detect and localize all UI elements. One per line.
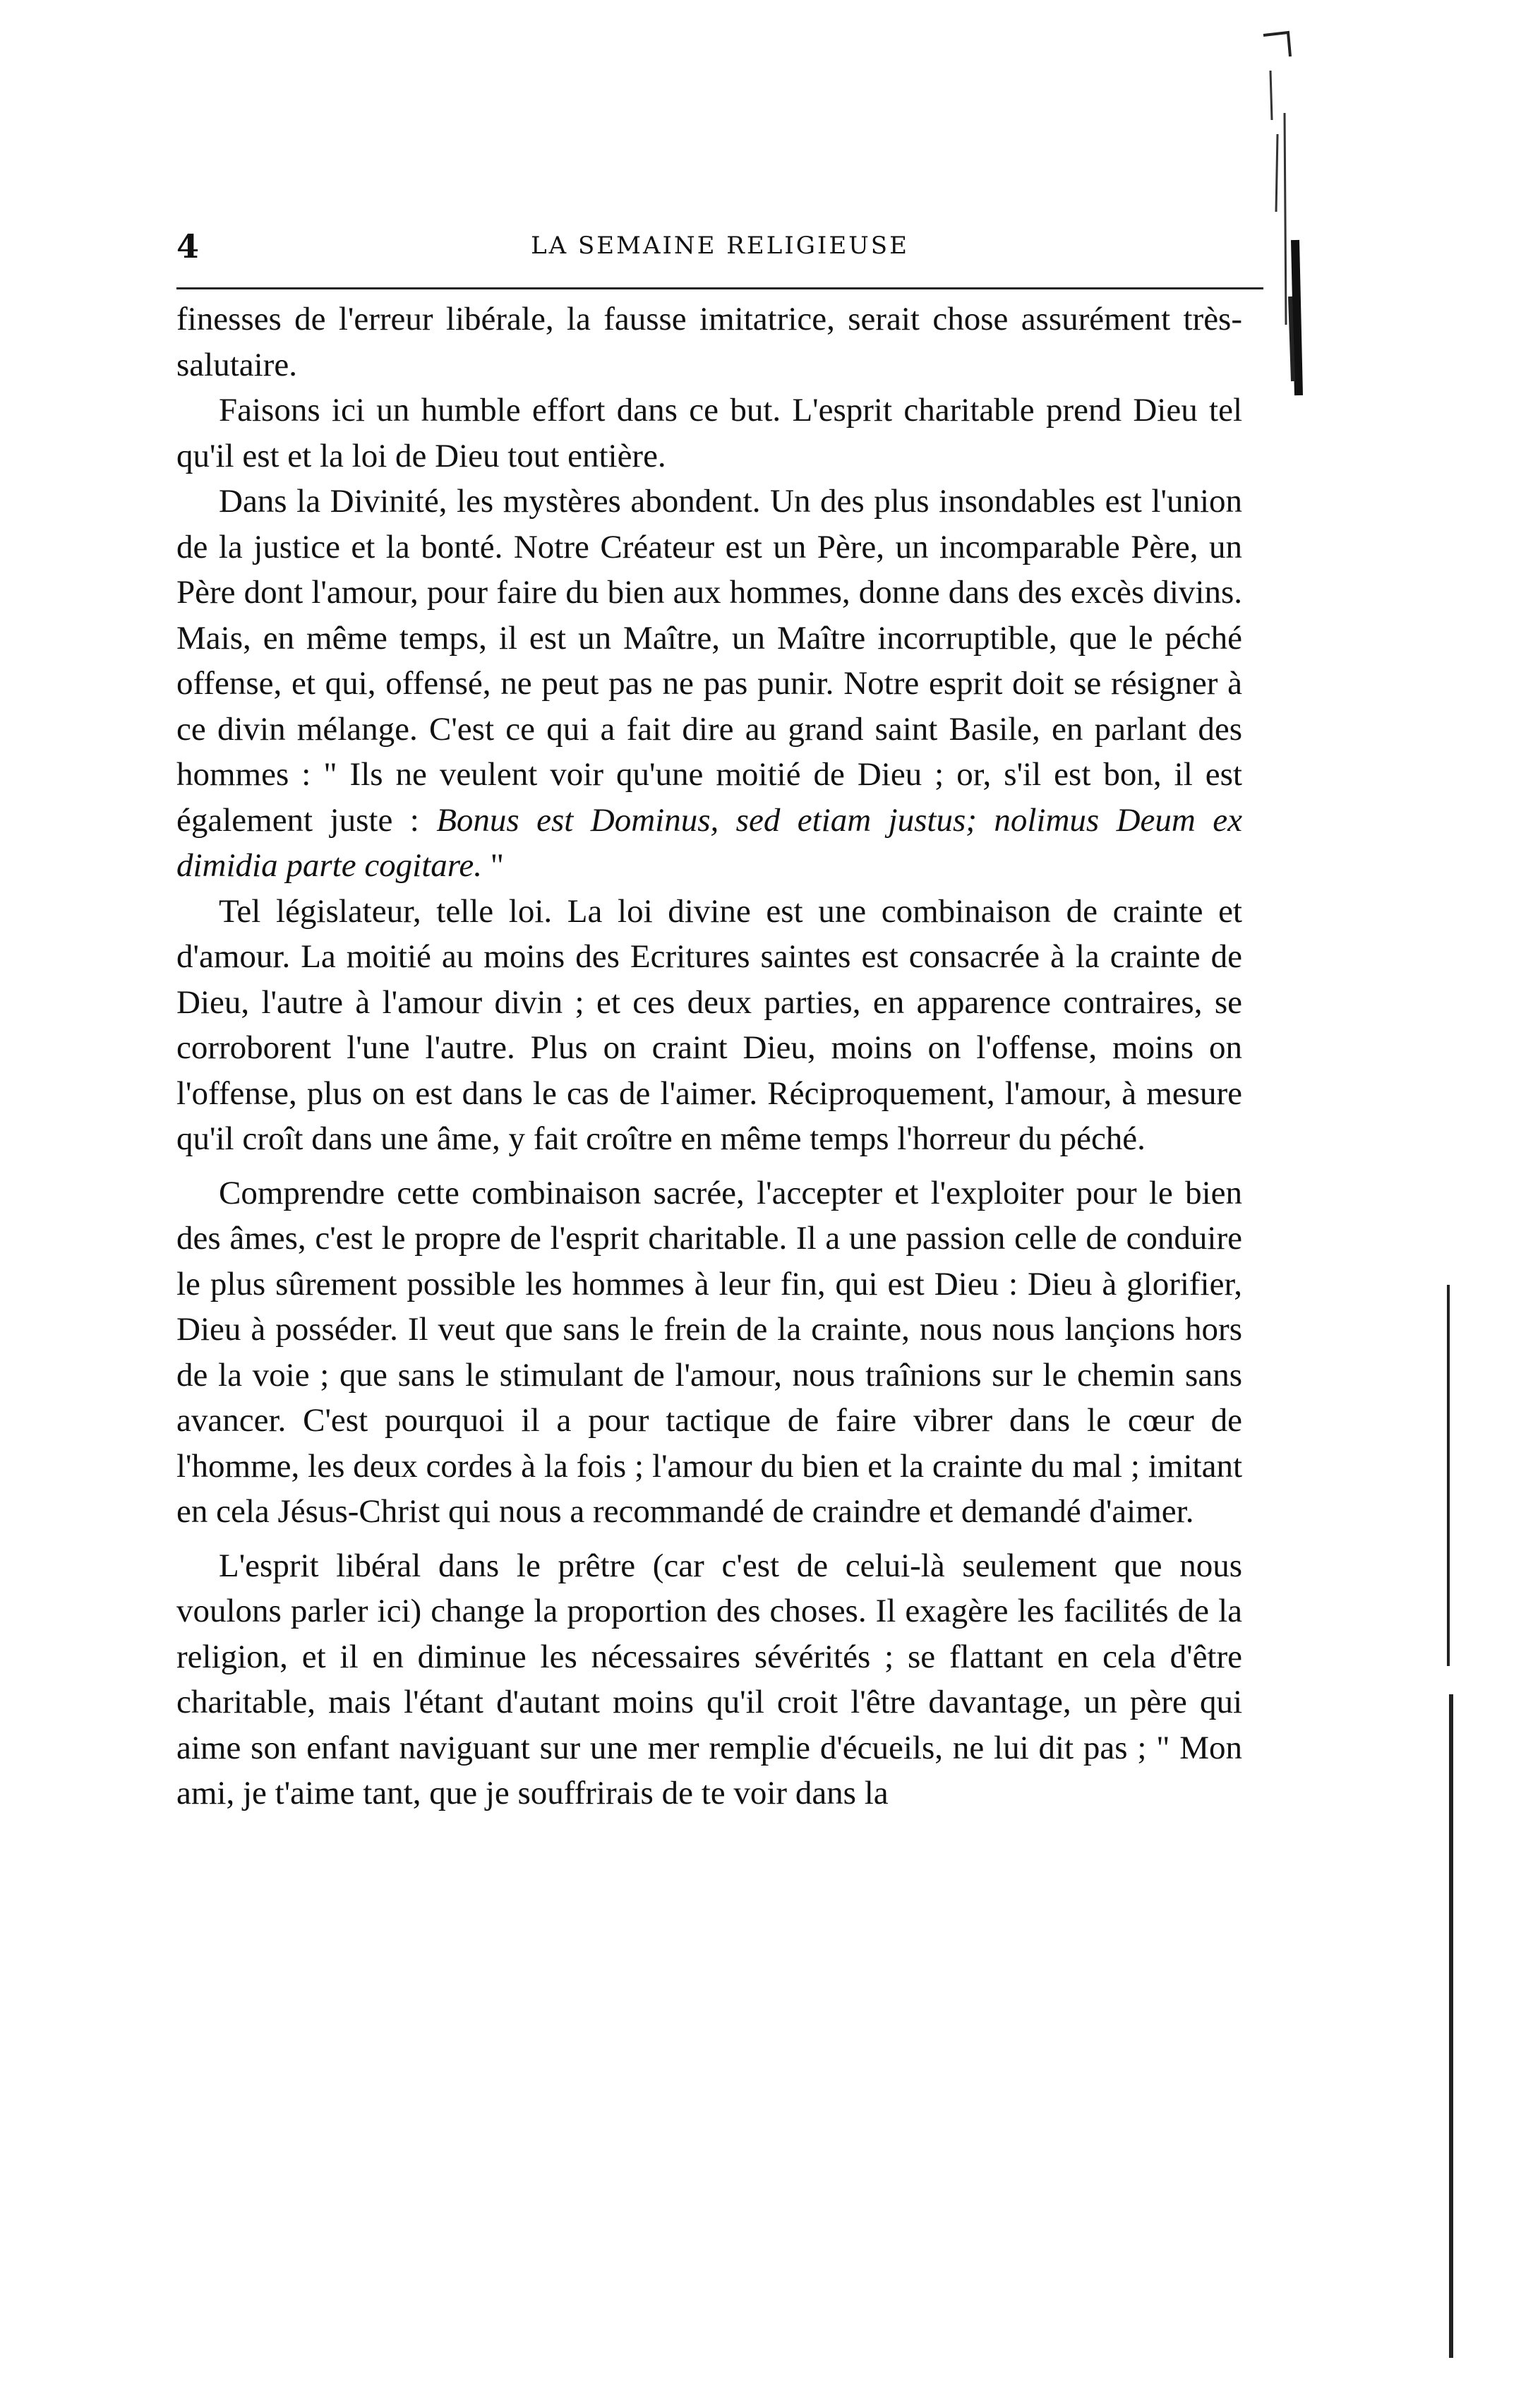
paragraph-3 [176,479,1242,889]
paragraph-3-text: Dans la Divinité, les mystères abondent. Un des plus insondables est l'union de la justice et la bonté. Notre Créateur est un Père, un incomparable Père, un Père dont l'amour, pour faire du bien aux hommes, donne dans des excès divins. Mais, en même temps, il est un Maître, un Maître incorruptible, que le péché offense, et qui, offensé, ne peut pas ne pas punir. Notre esprit doit se résigner à ce divin mélange. C'est ce qui a fait dire au grand saint Basile, en parlant des hommes : " Ils ne veulent voir qu'une moitié de Dieu ; or, s'il est bon, il est également juste : [176,483,1242,839]
scan-edge-artifact-bottom [1440,1271,1468,2372]
paragraph-6: L'esprit libéral dans le prêtre (car c'est de celui-là seulement que nous voulons parler ici) change la proportion des choses. Il exagère les facilités de la religion, et il en diminue les nécessaires sévérités ; se flattant en cela d'être charitable, mais l'étant d'autant moins qu'il croit l'être davantage, un père qui aime son enfant naviguant sur une mer remplie d'écueils, ne lui dit pas ; " Mon ami, je t'aime tant, que je souffrirais de te voir dans la [176,1547,1242,1811]
running-head [176,227,1263,270]
paragraph-2: Faisons ici un humble effort dans ce but. L'esprit charitable prend Dieu tel qu'il est et la loi de Dieu tout entière. [176,392,1242,474]
quote-close: " [481,847,504,884]
page-number: 4 [176,227,200,265]
paragraph-4: Tel législateur, telle loi. La loi divine est une combinaison de crainte et d'amour. La moitié au moins des Ecritures saintes est consacrée à la crainte de Dieu, l'autre à l'amour divin ; et ces deux parties, en apparence contraires, se corroborent l'une l'autre. Plus on craint Dieu, moins on l'offense, moins on l'offense, plus on est dans le cas de l'aimer. Réciproquement, l'amour, à mesure qu'il croît dans une âme, y fait croître en même temps l'horreur du péché. [176,892,1242,1157]
paragraph-5: Comprendre cette combinaison sacrée, l'accepter et l'exploiter pour le bien des âmes, c'est le propre de l'esprit charitable. Il a une passion celle de conduire le plus sûrement possible les hommes à leur fin, qui est Dieu : Dieu à glorifier, Dieu à posséder. Il veut que sans le frein de la crainte, nous nous lançions hors de la voie ; que sans le stimulant de l'amour, nous traînions sur le chemin sans avancer. C'est pourquoi il a pour tactique de faire vibrer dans le cœur de l'homme, les deux cordes à la fois ; l'amour du bien et la crainte du mal ; imitant en cela Jésus-Christ qui nous a recommandé de craindre et demandé d'aimer. [176,1174,1242,1530]
paragraph-1: finesses de l'erreur libérale, la fausse imitatrice, serait chose assurément très-salutaire. [176,301,1242,383]
running-title: LA SEMAINE RELIGIEUSE [531,232,909,260]
body-text [176,296,1242,1816]
latin-quote: Bonus est Dominus, sed etiam justus; nolimus Deum ex dimidia parte cogitare. [176,801,1242,884]
scan-edge-artifact-top [1256,28,1313,409]
header-rule [176,287,1263,289]
